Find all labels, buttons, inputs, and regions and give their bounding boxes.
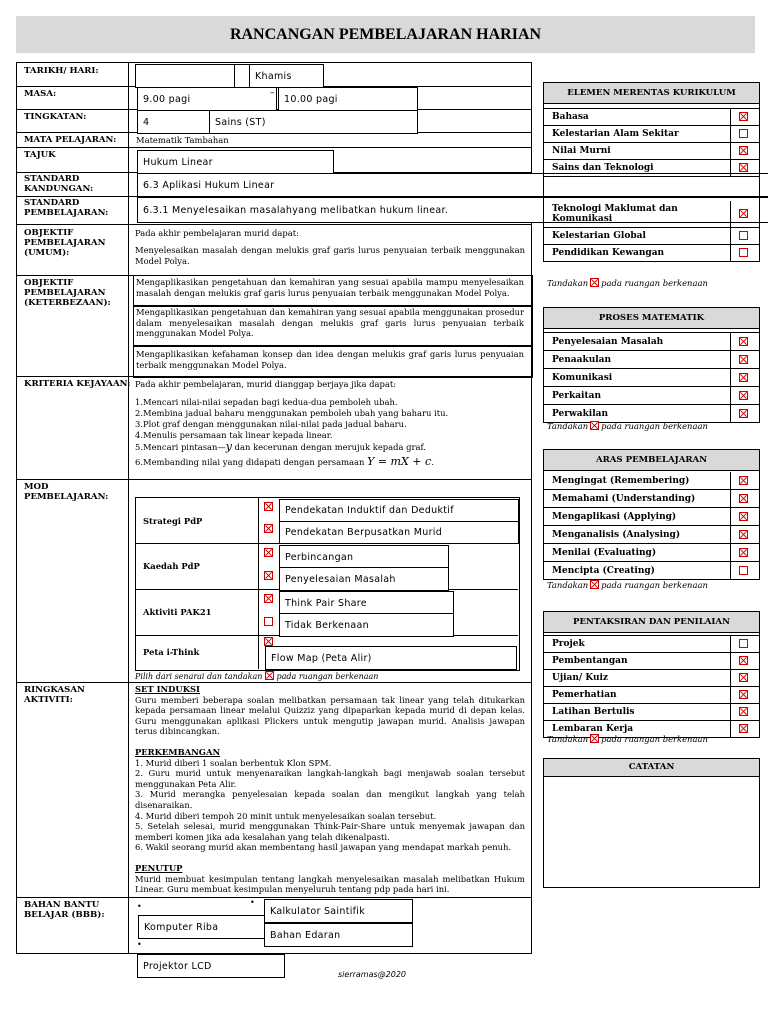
kriteria-item-5-y: y — [225, 440, 233, 453]
kaedah-2-checkbox[interactable] — [264, 571, 273, 580]
perkembangan-item-1: 1. Murid diberi 1 soalan berbentuk Klon SPM. — [135, 757, 332, 768]
strategi-2-checkbox[interactable] — [264, 524, 273, 533]
pentaksiran-cell — [730, 636, 759, 652]
emk-row — [544, 160, 759, 177]
kriteria-item-5-b: dan kecerunan dengan merujuk kepada graf. — [232, 442, 426, 452]
bbb-komputer-riba[interactable]: Komputer Riba — [138, 915, 277, 939]
objektif-umum-text: Menyelesaikan masalah dengan melukis graf garis lurus penyuaian terbaik menggunakan Model Polya. — [135, 245, 525, 266]
mod-note — [135, 671, 378, 683]
panel-emk-title: ELEMEN MERENTAS KURIKULUM — [544, 83, 759, 104]
pentaksiran-row — [544, 636, 759, 653]
proses-row — [544, 333, 759, 351]
strategi-2-field[interactable]: Pendekatan Berpusatkan Murid — [279, 521, 519, 544]
pentaksiran-checkbox[interactable] — [739, 690, 748, 699]
emk-cell — [730, 160, 759, 176]
bbb-projektor-lcd[interactable]: Projektor LCD — [137, 954, 285, 978]
emk-label: Teknologi Maklumat dan Komunikasi — [552, 204, 678, 224]
spacer — [135, 853, 525, 863]
ringkasan-section — [135, 684, 525, 895]
pentaksiran-checkbox[interactable] — [739, 673, 748, 682]
pentaksiran-label: Latihan Bertulis — [552, 707, 635, 717]
emk-label: Bahasa — [552, 112, 589, 122]
perkembangan-item-5: 5. Setelah selesai, murid menggunakan Think-Pair-Share untuk menyemak jawapan dan memberi komen jika ada kesalahan yang telah dikenalpasti. — [135, 821, 525, 842]
pentaksiran-label: Pembentangan — [552, 656, 628, 666]
proses-row — [544, 351, 759, 369]
kriteria-item-6-b: . — [431, 457, 434, 467]
emk-label: Kelestarian Alam Sekitar — [552, 129, 679, 139]
proses-row — [544, 387, 759, 405]
emk-cell — [730, 143, 759, 159]
kelas-field[interactable]: Sains (ST) — [209, 110, 418, 134]
pentaksiran-label: Pemerhatian — [552, 690, 617, 700]
emk-checkbox[interactable] — [739, 231, 748, 240]
kriteria-item-4: 4.Menulis persamaan tak linear kepada linear. — [135, 430, 333, 440]
row-divider — [16, 224, 532, 225]
strategi-1-checkbox[interactable] — [264, 502, 273, 511]
emk-row — [544, 126, 759, 143]
tarikh-field[interactable] — [135, 64, 238, 88]
pentaksiran-row — [544, 653, 759, 670]
note-a: Tandakan — [547, 421, 589, 431]
emk-row — [544, 109, 759, 126]
strategi-1-field[interactable]: Pendekatan Induktif dan Deduktif — [279, 499, 519, 522]
kriteria-item-3: 3.Plot graf dengan menggunakan nilai-nilai pada jadual baharu. — [135, 419, 407, 429]
emk-label: Kelestarian Global — [552, 231, 646, 241]
emk-row — [544, 177, 759, 228]
emk-checkbox[interactable] — [739, 248, 748, 257]
tajuk-field[interactable]: Hukum Linear — [137, 150, 334, 174]
note-check-icon — [590, 580, 599, 589]
kriteria-item-2: 2.Membina jadual baharu menggunakan pemboleh ubah yang baharu itu. — [135, 408, 449, 418]
bullet-icon: • — [250, 898, 255, 907]
masa-tamat-field[interactable]: 10.00 pagi — [278, 87, 418, 111]
row-divider — [16, 147, 532, 148]
label-objektif-keterbezaan: OBJEKTIF PEMBELAJARAN (KETERBEZAAN): — [24, 278, 111, 308]
pentaksiran-cell — [730, 670, 759, 686]
perkembangan-item-4: 4. Murid diberi tempoh 20 minit untuk menyelesaikan soalan tersebut. — [135, 810, 437, 821]
aras-row — [544, 526, 759, 544]
kriteria-intro: Pada akhir pembelajaran, murid dianggap berjaya jika dapat: — [135, 379, 397, 389]
kaedah-1-checkbox[interactable] — [264, 548, 273, 557]
panel-proses — [543, 307, 760, 423]
proses-cell — [730, 405, 759, 422]
page-title: RANCANGAN PEMBELAJARAN HARIAN — [16, 16, 755, 53]
label-bbb: BAHAN BANTU BELAJAR (BBB): — [24, 900, 105, 920]
kaedah-1-field[interactable]: Perbincangan — [279, 545, 449, 569]
aras-row — [544, 562, 759, 579]
aras-label: Mengaplikasi (Applying) — [552, 511, 677, 522]
mod-note-b: pada ruangan berkenaan — [276, 672, 379, 681]
proses-checkbox[interactable] — [739, 373, 748, 382]
label-masa: MASA: — [24, 89, 57, 99]
aras-row — [544, 490, 759, 508]
objektif-keterbezaan-2: Mengaplikasikan pengetahuan dan kemahiran yang sesuai apabila menggunakan prosedur dalam menyelesaikan masalah dengan melukis graf garis lurus penyuaian terbaik menggunakan Model Polya. — [136, 307, 524, 339]
pentaksiran-label: Lembaran Kerja — [552, 724, 634, 734]
kaedah-2-field[interactable]: Penyelesaian Masalah — [279, 567, 449, 591]
emk-checkbox[interactable] — [739, 209, 748, 218]
tingkatan-field[interactable]: 4 — [137, 110, 216, 134]
label-objektif-umum: OBJEKTIF PEMBELAJARAN (UMUM): — [24, 228, 106, 258]
proses-checkbox[interactable] — [739, 409, 748, 418]
panel-aras-title: ARAS PEMBELAJARAN — [544, 450, 759, 471]
aras-label: Menilai (Evaluating) — [552, 547, 657, 558]
pak21-2-field[interactable]: Tidak Berkenaan — [279, 613, 454, 637]
proses-label: Perkaitan — [552, 390, 602, 401]
kriteria-item-5-a: 5.Mencari pintasan— — [135, 442, 226, 452]
aras-note — [547, 580, 708, 590]
pentaksiran-cell — [730, 653, 759, 669]
label-tajuk: TAJUK — [24, 150, 56, 160]
proses-cell — [730, 333, 759, 350]
emk-label: Sains dan Teknologi — [552, 163, 654, 173]
emk-checkbox[interactable] — [739, 146, 748, 155]
perkembangan-item-2: 2. Guru murid untuk menyenaraikan langkah-langkah bagi menjawab soalan tersebut menggunakan Peta Alir. — [135, 768, 525, 789]
panel-pentaksiran — [543, 611, 760, 738]
emk-cell — [730, 228, 759, 244]
proses-note — [547, 421, 708, 431]
emk-checkbox[interactable] — [739, 163, 748, 172]
proses-label: Penyelesaian Masalah — [552, 336, 664, 347]
pentaksiran-checkbox[interactable] — [739, 724, 748, 733]
emk-cell — [730, 109, 759, 125]
pak21-2-checkbox[interactable] — [264, 617, 273, 626]
aras-cell — [730, 544, 759, 561]
ithink-1-checkbox[interactable] — [264, 637, 273, 646]
kriteria-item-6 — [135, 457, 525, 468]
aras-label: Mengingat (Remembering) — [552, 475, 690, 486]
hari-field[interactable]: Khamis — [249, 64, 324, 88]
pentaksiran-cell — [730, 704, 759, 720]
label-mata-pelajaran: MATA PELAJARAN: — [24, 135, 117, 145]
row-divider — [16, 479, 532, 480]
heading-set-induksi: SET INDUKSI — [135, 684, 200, 694]
emk-label: Pendidikan Kewangan — [552, 248, 665, 258]
aras-row — [544, 472, 759, 490]
note-b: pada ruangan berkenaan — [601, 421, 708, 431]
masa-dash: – — [270, 88, 275, 98]
proses-cell — [730, 387, 759, 404]
objektif-keterbezaan-3: Mengaplikasikan kefahaman konsep dan idea dengan melukis graf garis lurus penyuaian terbaik menggunakan Model Polya. — [136, 349, 524, 370]
standard-pembelajaran-field[interactable]: 6.3.1 Menyelesaikan masalahyang melibatkan hukum linear. — [137, 197, 768, 223]
pak21-label: Aktiviti PAK21 — [143, 607, 212, 617]
panel-pentaksiran-title: PENTAKSIRAN DAN PENILAIAN — [544, 612, 759, 633]
kriteria-item-6-a: 6.Membanding nilai yang didapati dengan persamaan — [135, 457, 368, 467]
panel-catatan — [543, 758, 760, 888]
label-standard-kandungan: STANDARD KANDUNGAN: — [24, 174, 94, 194]
masa-mula-field[interactable]: 9.00 pagi — [137, 87, 277, 111]
aras-cell — [730, 490, 759, 507]
label-ringkasan: RINGKASAN AKTIVITI: — [24, 685, 85, 705]
row-divider — [16, 897, 532, 898]
emk-row — [544, 245, 759, 261]
note-check-icon — [590, 278, 599, 287]
aras-checkbox[interactable] — [739, 548, 748, 557]
label-tingkatan: TINGKATAN: — [24, 112, 87, 122]
perkembangan-item-6: 6. Wakil seorang murid akan membentang hasil jawapan yang mendapat markah penuh. — [135, 842, 512, 853]
pak21-1-checkbox[interactable] — [264, 594, 273, 603]
emk-cell — [730, 126, 759, 142]
aras-label: Memahami (Understanding) — [552, 493, 696, 504]
kaedah-label: Kaedah PdP — [143, 561, 200, 571]
ithink-1-field[interactable]: Flow Map (Peta Alir) — [265, 646, 517, 670]
strategi-label: Strategi PdP — [143, 516, 203, 526]
proses-row — [544, 369, 759, 387]
aras-label: Menganalisis (Analysing) — [552, 529, 681, 540]
aras-checkbox[interactable] — [739, 530, 748, 539]
note-a: Tandakan — [547, 278, 589, 288]
note-b: pada ruangan berkenaan — [601, 734, 708, 744]
aras-checkbox[interactable] — [739, 512, 748, 521]
note-check-icon — [590, 734, 599, 743]
pentaksiran-label: Ujian/ Kuiz — [552, 673, 609, 683]
heading-perkembangan: PERKEMBANGAN — [135, 746, 221, 757]
pentaksiran-cell — [730, 721, 759, 737]
emk-row — [544, 228, 759, 245]
objektif-keterbezaan-1: Mengaplikasikan pengetahuan dan kemahiran yang sesuai apabila mampu menyelesaikan masalah dengan melukis graf garis lurus penyuaian terbaik menggunakan Model Polya. — [136, 277, 524, 298]
note-b: pada ruangan berkenaan — [601, 580, 708, 590]
label-standard-pembelajaran: STANDARD PEMBELAJARAN: — [24, 198, 109, 218]
aras-cell — [730, 562, 759, 579]
panel-emk — [543, 82, 760, 262]
mata-pelajaran-value: Matematik Tambahan — [136, 135, 229, 145]
pentaksiran-label: Projek — [552, 639, 585, 649]
spacer — [135, 737, 525, 747]
proses-checkbox[interactable] — [739, 355, 748, 364]
note-a: Tandakan — [547, 580, 589, 590]
proses-cell — [730, 369, 759, 386]
proses-checkbox[interactable] — [739, 337, 748, 346]
proses-label: Perwakilan — [552, 408, 609, 419]
bbb-bahan-edaran[interactable]: Bahan Edaran — [264, 923, 413, 947]
aras-cell — [730, 508, 759, 525]
pentaksiran-cell — [730, 687, 759, 703]
proses-row — [544, 405, 759, 422]
ithink-label: Peta i-Think — [143, 647, 200, 657]
pentaksiran-checkbox[interactable] — [739, 656, 748, 665]
aras-row — [544, 544, 759, 562]
emk-checkbox[interactable] — [739, 112, 748, 121]
proses-label: Penaakulan — [552, 354, 612, 365]
panel-aras — [543, 449, 760, 580]
label-mod: MOD PEMBELAJARAN: — [24, 482, 109, 502]
pentaksiran-checkbox[interactable] — [739, 639, 748, 648]
objektif-umum-intro: Pada akhir pembelajaran murid dapat: — [135, 228, 299, 238]
pentaksiran-checkbox[interactable] — [739, 707, 748, 716]
proses-checkbox[interactable] — [739, 391, 748, 400]
aras-checkbox[interactable] — [739, 476, 748, 485]
emk-cell — [730, 201, 759, 227]
aras-cell — [730, 526, 759, 543]
aras-label: Mencipta (Creating) — [552, 565, 655, 576]
bullet-icon: • — [137, 940, 142, 949]
emk-label: Nilai Murni — [552, 146, 611, 156]
mod-note-a: Pilih dari senarai dan tandakan — [135, 672, 263, 681]
proses-cell — [730, 351, 759, 368]
heading-penutup: PENUTUP — [135, 862, 183, 873]
note-check-icon — [590, 421, 599, 430]
panel-catatan-title: CATATAN — [544, 759, 759, 777]
kriteria-item-1: 1.Mencari nilai-nilai sepadan bagi kedua-dua pemboleh ubah. — [135, 397, 398, 407]
aras-checkbox[interactable] — [739, 494, 748, 503]
kriteria-item-6-eq: Y = mX + c — [367, 455, 432, 468]
label-tarikh: TARIKH/ HARI: — [24, 66, 99, 76]
pentaksiran-row — [544, 687, 759, 704]
emk-checkbox[interactable] — [739, 129, 748, 138]
mod-divider — [258, 497, 259, 669]
catatan-area[interactable] — [544, 777, 759, 887]
kriteria-item-5 — [135, 442, 525, 453]
aras-row — [544, 508, 759, 526]
perkembangan-item-3: 3. Murid merangka penyelesaian kepada soalan dan mengikut langkah yang telah disenaraikan. — [135, 789, 525, 810]
pak21-1-field[interactable]: Think Pair Share — [279, 591, 454, 615]
bbb-kalkulator[interactable]: Kalkulator Saintifik — [264, 899, 413, 923]
emk-note — [547, 278, 708, 288]
panel-proses-title: PROSES MATEMATIK — [544, 308, 759, 329]
pentaksiran-note — [547, 734, 708, 744]
pentaksiran-row — [544, 704, 759, 721]
emk-cell — [730, 245, 759, 261]
emk-row — [544, 143, 759, 160]
mod-note-check-icon — [265, 671, 274, 680]
proses-label: Komunikasi — [552, 372, 613, 383]
aras-cell — [730, 472, 759, 489]
label-kriteria: KRITERIA KEJAYAAN: — [24, 379, 131, 389]
note-a: Tandakan — [547, 734, 589, 744]
aras-checkbox[interactable] — [739, 566, 748, 575]
footer-credit: sierramas@2020 — [338, 970, 407, 979]
pentaksiran-row — [544, 670, 759, 687]
set-induksi-text: Guru memberi beberapa soalan melibatkan persamaan tak linear yang telah ditukarkan kepada persamaan linear melalui Quizziz yang dipaparkan kepada murid di depan kelas. Guru menggunakan aplikasi Plickers untuk mengutip jawapan murid. Analisis jawapan terus dibincangkan. — [135, 694, 525, 737]
standard-kandungan-field[interactable]: 6.3 Aplikasi Hukum Linear — [137, 173, 768, 197]
note-b: pada ruangan berkenaan — [601, 278, 708, 288]
penutup-text: Murid membuat kesimpulan tentang langkah menyelesaikan masalah melibatkan Hukum Linear. Guru membuat kesimpulan menyeluruh tentang pdp pada hari ini. — [135, 873, 525, 895]
bullet-icon: • — [137, 902, 142, 911]
